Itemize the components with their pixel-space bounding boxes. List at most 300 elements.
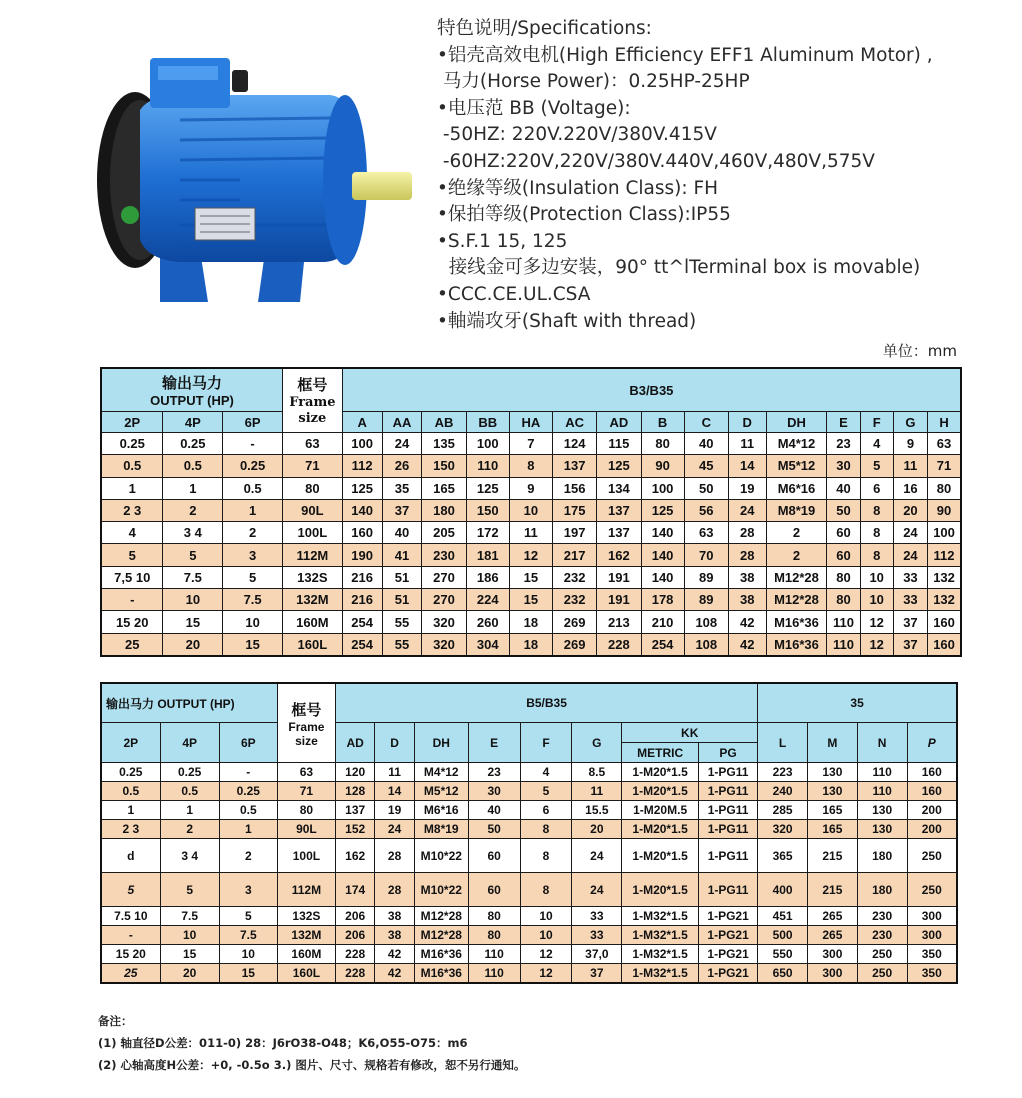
table-cell: 0.5 <box>160 782 219 801</box>
table-cell: 56 <box>684 499 728 521</box>
table-cell: 25 <box>101 633 163 656</box>
dimension-header: AD <box>597 412 641 433</box>
table-cell: 10 <box>223 611 283 633</box>
table-cell: 3 <box>223 544 283 566</box>
table-cell: 150 <box>422 455 466 477</box>
table-cell: M12*28 <box>414 907 468 926</box>
table-cell: 134 <box>597 477 641 499</box>
table-cell: 1-PG21 <box>699 964 758 984</box>
output-header: 输出马力 OUTPUT (HP) <box>101 683 277 723</box>
table-cell: 0.5 <box>163 455 223 477</box>
dimension-header: G <box>893 412 927 433</box>
table-cell: 250 <box>857 945 907 964</box>
table-cell: 1 <box>163 477 223 499</box>
table-cell: 175 <box>552 499 596 521</box>
frame-header-cn: 框号 <box>291 701 322 719</box>
group-header-35: 35 <box>758 683 957 723</box>
table-cell: 80 <box>277 801 335 820</box>
table-cell: 300 <box>807 945 857 964</box>
table-cell: M16*36 <box>414 964 468 984</box>
table-cell: 12 <box>520 945 572 964</box>
dimension-header: F <box>860 412 893 433</box>
table-cell: 160 <box>342 522 382 544</box>
table-cell: 4 <box>101 522 163 544</box>
table-cell: 230 <box>857 907 907 926</box>
table-cell: 12 <box>860 633 893 656</box>
table-cell: 55 <box>382 633 422 656</box>
table-cell: M12*28 <box>766 566 827 588</box>
table-cell: 19 <box>375 801 414 820</box>
table-row <box>101 611 961 633</box>
table-cell: 2 <box>219 839 277 873</box>
table-row <box>101 907 957 926</box>
frame-header-en: Frame <box>288 719 325 734</box>
table-cell: 1-M32*1.5 <box>622 926 699 945</box>
table-cell: 135 <box>422 433 466 455</box>
table-cell: 70 <box>684 544 728 566</box>
table-cell: 4 <box>860 433 893 455</box>
table-cell: 2 <box>163 499 223 521</box>
spec-line: 接线金可多边安装，90° tt^lTerminal box is movable) <box>437 257 921 279</box>
table-cell: 37 <box>893 611 927 633</box>
table-cell: 181 <box>466 544 509 566</box>
table-cell: 45 <box>684 455 728 477</box>
table-cell: 215 <box>807 873 857 907</box>
table-cell: 80 <box>928 477 961 499</box>
table-cell: 162 <box>335 839 374 873</box>
table-row <box>101 589 961 611</box>
table-cell: 108 <box>684 633 728 656</box>
table-cell: 160L <box>277 964 335 984</box>
dimension-header: DH <box>414 723 468 763</box>
table-cell: 5 <box>219 907 277 926</box>
table-row <box>101 477 961 499</box>
table-cell: 140 <box>641 544 684 566</box>
table-cell: 200 <box>907 801 957 820</box>
table-cell: 33 <box>893 589 927 611</box>
table-cell: 8 <box>520 820 572 839</box>
table-cell: 9 <box>509 477 552 499</box>
table-cell: 285 <box>758 801 808 820</box>
table-cell: 7.5 <box>163 566 223 588</box>
table-cell: 7 <box>509 433 552 455</box>
table-cell: 28 <box>375 839 414 873</box>
table-cell: 33 <box>572 926 622 945</box>
table-cell: 23 <box>827 433 860 455</box>
table-cell: 2 <box>766 522 827 544</box>
notes-block <box>98 1010 525 1076</box>
table-cell: 60 <box>827 522 860 544</box>
table-cell: 228 <box>335 945 374 964</box>
table-cell: 205 <box>422 522 466 544</box>
table-cell: 25 <box>101 964 160 984</box>
table-cell: 15 <box>509 589 552 611</box>
table-cell: 110 <box>857 763 907 782</box>
dimension-header: A <box>342 412 382 433</box>
table-cell: 71 <box>277 782 335 801</box>
spec-line: -60HZ:220V,220V/380V.440V,460V,480V,575V <box>437 150 875 172</box>
table-cell: 217 <box>552 544 596 566</box>
table-row <box>101 455 961 477</box>
table-row <box>101 433 961 455</box>
table-cell: 5 <box>520 782 572 801</box>
table-cell: 30 <box>827 455 860 477</box>
table-cell: 8.5 <box>572 763 622 782</box>
pole-header: 2P <box>101 723 160 763</box>
table-cell: 33 <box>893 566 927 588</box>
unit-label: 单位：mm <box>882 342 957 360</box>
table-cell: 650 <box>758 964 808 984</box>
table-cell: 60 <box>468 873 520 907</box>
table-cell: M16*36 <box>766 611 827 633</box>
table-row <box>101 544 961 566</box>
table-cell: 11 <box>728 433 766 455</box>
table-cell: 160 <box>928 633 961 656</box>
table-cell: 1-M20*1.5 <box>622 873 699 907</box>
table-cell: 162 <box>597 544 641 566</box>
table-cell: 180 <box>857 873 907 907</box>
table-cell: 125 <box>597 455 641 477</box>
table-cell: 0.5 <box>223 477 283 499</box>
table-cell: 140 <box>342 499 382 521</box>
table-cell: 1 <box>160 801 219 820</box>
table-cell: 28 <box>728 522 766 544</box>
dimension-header: G <box>572 723 622 763</box>
table-cell: 260 <box>466 611 509 633</box>
table-cell: 270 <box>422 566 466 588</box>
table-cell: 24 <box>893 544 927 566</box>
table-cell: 16 <box>893 477 927 499</box>
table-cell: 3 <box>219 873 277 907</box>
table-cell: 165 <box>807 801 857 820</box>
note-line: (1) 轴直径D公差：011-0) 28：J6rO38-O48；K6,O55-O75：m6 <box>98 1036 468 1050</box>
table-cell: 2 <box>223 522 283 544</box>
table-cell: 1-M20M.5 <box>622 801 699 820</box>
table-cell: 37 <box>893 633 927 656</box>
dimension-header: F <box>520 723 572 763</box>
table-cell: 320 <box>422 611 466 633</box>
spec-line: •电压范 BB (Voltage): <box>437 97 631 119</box>
table-cell: 108 <box>684 611 728 633</box>
table-cell: 320 <box>758 820 808 839</box>
table-cell: 165 <box>422 477 466 499</box>
table-cell: 130 <box>807 763 857 782</box>
group-header-b3-b35: B3/B35 <box>342 368 961 412</box>
table-cell: 1 <box>101 801 160 820</box>
table-cell: 125 <box>641 499 684 521</box>
table-cell: 265 <box>807 907 857 926</box>
table-cell: 1 <box>219 820 277 839</box>
table-cell: M12*28 <box>414 926 468 945</box>
table-cell: 2 3 <box>101 820 160 839</box>
kk-subheader: PG <box>699 743 758 763</box>
table-cell: 42 <box>728 611 766 633</box>
table-cell: 137 <box>552 455 596 477</box>
dimension-header: D <box>375 723 414 763</box>
frame-header-en2: size <box>298 411 327 426</box>
table-cell: 186 <box>466 566 509 588</box>
spec-line: •绝缘等级(Insulation Class): FH <box>437 177 719 199</box>
pole-header: 6P <box>219 723 277 763</box>
table-cell: 240 <box>758 782 808 801</box>
table-cell: 0.5 <box>101 782 160 801</box>
table-cell: 110 <box>857 782 907 801</box>
table-cell: 3 4 <box>160 839 219 873</box>
table-cell: 8 <box>860 522 893 544</box>
table-cell: 178 <box>641 589 684 611</box>
table-cell: 200 <box>907 820 957 839</box>
dimension-header: DH <box>766 412 827 433</box>
table-cell: M6*16 <box>766 477 827 499</box>
table-cell: 1-M20*1.5 <box>622 839 699 873</box>
notes-title: 备注： <box>98 1014 133 1028</box>
table-cell: 6 <box>520 801 572 820</box>
table-cell: 90L <box>277 820 335 839</box>
table-cell: 20 <box>163 633 223 656</box>
table-cell: 1-PG11 <box>699 839 758 873</box>
table-cell: 24 <box>382 433 422 455</box>
table-cell: 1 <box>223 499 283 521</box>
table-cell: 190 <box>342 544 382 566</box>
table-cell: 15 <box>219 964 277 984</box>
table-cell: 110 <box>466 455 509 477</box>
spec-line: •軸端攻牙(Shaft with thread) <box>437 310 697 332</box>
table-cell: 8 <box>520 839 572 873</box>
table-cell: 254 <box>641 633 684 656</box>
table-cell: M12*28 <box>766 589 827 611</box>
table-cell: 37,0 <box>572 945 622 964</box>
table-cell: 130 <box>807 782 857 801</box>
table-cell: 40 <box>684 433 728 455</box>
table-cell: 2 <box>160 820 219 839</box>
table-cell: 42 <box>375 945 414 964</box>
table-cell: 210 <box>641 611 684 633</box>
table-cell: M8*19 <box>414 820 468 839</box>
table-cell: 0.25 <box>219 782 277 801</box>
table-cell: 8 <box>509 455 552 477</box>
table-cell: 160M <box>277 945 335 964</box>
table-cell: 1-PG11 <box>699 763 758 782</box>
table-cell: 120 <box>335 763 374 782</box>
table-cell: 89 <box>684 589 728 611</box>
table-cell: 40 <box>382 522 422 544</box>
table-cell: 320 <box>422 633 466 656</box>
table-cell: 60 <box>468 839 520 873</box>
table-cell: 160 <box>928 611 961 633</box>
table-cell: 1-PG11 <box>699 873 758 907</box>
table-cell: 11 <box>572 782 622 801</box>
table-cell: 10 <box>520 907 572 926</box>
dimension-header: AC <box>552 412 596 433</box>
table-cell: 216 <box>342 589 382 611</box>
table-cell: 132S <box>282 566 342 588</box>
table-cell: 206 <box>335 926 374 945</box>
table-cell: 5 <box>101 873 160 907</box>
table-cell: 1-M20*1.5 <box>622 782 699 801</box>
table-cell: 215 <box>807 839 857 873</box>
table-cell: 216 <box>342 566 382 588</box>
table-cell: 110 <box>827 633 860 656</box>
table-cell: 230 <box>422 544 466 566</box>
table-cell: 132 <box>928 566 961 588</box>
table-cell: 10 <box>219 945 277 964</box>
table-cell: 125 <box>466 477 509 499</box>
table-cell: 254 <box>342 611 382 633</box>
table-cell: 137 <box>597 499 641 521</box>
table-cell: 80 <box>468 907 520 926</box>
table-cell: 132M <box>282 589 342 611</box>
table-cell: 4 <box>520 763 572 782</box>
table-cell: 232 <box>552 566 596 588</box>
table-cell: 128 <box>335 782 374 801</box>
table-cell: 5 <box>160 873 219 907</box>
table-cell: M5*12 <box>414 782 468 801</box>
table-cell: 10 <box>509 499 552 521</box>
table-cell: 30 <box>468 782 520 801</box>
specifications-block <box>437 16 997 335</box>
table-cell: 165 <box>807 820 857 839</box>
table-cell: 3 4 <box>163 522 223 544</box>
kk-subheader: METRIC <box>622 743 699 763</box>
table-cell: 6 <box>860 477 893 499</box>
spec-line: 特色说明/Specifications: <box>437 18 652 39</box>
dimension-header: AA <box>382 412 422 433</box>
dimension-header: E <box>468 723 520 763</box>
table-cell: 140 <box>641 522 684 544</box>
dimension-header: E <box>827 412 860 433</box>
dimension-header: D <box>728 412 766 433</box>
table-cell: 132M <box>277 926 335 945</box>
table-cell: - <box>101 589 163 611</box>
spec-line: •CCC.CE.UL.CSA <box>437 283 591 305</box>
spec-line: -50HZ: 220V.220V/380V.415V <box>437 124 717 146</box>
table-cell: 130 <box>857 801 907 820</box>
table-cell: 350 <box>907 945 957 964</box>
table-cell: 224 <box>466 589 509 611</box>
table-row <box>101 633 961 656</box>
dimension-header: B <box>641 412 684 433</box>
table-cell: 12 <box>520 964 572 984</box>
kk-header: KK <box>622 723 758 743</box>
table-cell: 80 <box>827 589 860 611</box>
table-cell: 5 <box>860 455 893 477</box>
table-cell: 137 <box>335 801 374 820</box>
table-cell: M6*16 <box>414 801 468 820</box>
table-cell: 2 <box>766 544 827 566</box>
table-cell: 10 <box>163 589 223 611</box>
table-cell: 1-PG11 <box>699 801 758 820</box>
table-cell: 140 <box>641 566 684 588</box>
table-cell: 451 <box>758 907 808 926</box>
table-cell: 10 <box>860 589 893 611</box>
table-cell: 180 <box>422 499 466 521</box>
table-cell: 100 <box>466 433 509 455</box>
table-cell: 11 <box>375 763 414 782</box>
spec-line: •铝壳高效电机(High Efficiency EFF1 Aluminum Motor) , <box>437 44 933 66</box>
table-cell: 228 <box>597 633 641 656</box>
table-cell: 11 <box>509 522 552 544</box>
table-cell: - <box>101 926 160 945</box>
output-header-cn: 输出马力 <box>161 375 222 392</box>
table-cell: 300 <box>807 964 857 984</box>
table-cell: 20 <box>893 499 927 521</box>
table-cell: 55 <box>382 611 422 633</box>
table-cell: 26 <box>382 455 422 477</box>
table-cell: 0.5 <box>101 455 163 477</box>
dimension-header: M <box>807 723 857 763</box>
table-cell: 1-M32*1.5 <box>622 964 699 984</box>
table-cell: 80 <box>282 477 342 499</box>
dimension-header: H <box>928 412 961 433</box>
table-cell: 110 <box>468 945 520 964</box>
table-cell: 100L <box>277 839 335 873</box>
table-cell: M10*22 <box>414 873 468 907</box>
table-cell: 172 <box>466 522 509 544</box>
table-row <box>101 566 961 588</box>
table-cell: 0.25 <box>223 455 283 477</box>
table-cell: 150 <box>466 499 509 521</box>
table-cell: 89 <box>684 566 728 588</box>
table-cell: 110 <box>468 964 520 984</box>
table-cell: 365 <box>758 839 808 873</box>
table-cell: 156 <box>552 477 596 499</box>
table-cell: 254 <box>342 633 382 656</box>
table-cell: 11 <box>893 455 927 477</box>
table-cell: 40 <box>827 477 860 499</box>
table-cell: 100 <box>641 477 684 499</box>
table-cell: M16*36 <box>766 633 827 656</box>
table-cell: 1-PG21 <box>699 945 758 964</box>
table-row <box>101 945 957 964</box>
table-cell: 14 <box>375 782 414 801</box>
table-cell: 51 <box>382 589 422 611</box>
table-cell: 0.25 <box>101 763 160 782</box>
table-cell: 1-PG11 <box>699 820 758 839</box>
table-cell: 42 <box>375 964 414 984</box>
table-cell: 500 <box>758 926 808 945</box>
table-cell: 63 <box>928 433 961 455</box>
table-cell: 0.25 <box>160 763 219 782</box>
table-row <box>101 801 957 820</box>
table-cell: M10*22 <box>414 839 468 873</box>
table-cell: 37 <box>572 964 622 984</box>
table-cell: 100 <box>342 433 382 455</box>
table-cell: 191 <box>597 589 641 611</box>
frame-size-header <box>277 683 335 763</box>
table-cell: 80 <box>468 926 520 945</box>
table-cell: 7,5 10 <box>101 566 163 588</box>
table-cell: 250 <box>857 964 907 984</box>
table-row <box>101 499 961 521</box>
table-cell: 400 <box>758 873 808 907</box>
frame-size-header <box>282 368 342 433</box>
table-cell: 197 <box>552 522 596 544</box>
table-cell: 152 <box>335 820 374 839</box>
table-cell: 41 <box>382 544 422 566</box>
table-cell: 232 <box>552 589 596 611</box>
table-cell: 8 <box>860 544 893 566</box>
table-cell: 1-PG21 <box>699 907 758 926</box>
table-cell: 33 <box>572 907 622 926</box>
table-cell: 230 <box>857 926 907 945</box>
table-cell: 15 <box>223 633 283 656</box>
b3-b35-dimension-table <box>100 367 962 657</box>
table-row <box>101 522 961 544</box>
table-cell: 112 <box>342 455 382 477</box>
table-cell: 90 <box>641 455 684 477</box>
dimension-header: AD <box>335 723 374 763</box>
table-cell: 28 <box>728 544 766 566</box>
